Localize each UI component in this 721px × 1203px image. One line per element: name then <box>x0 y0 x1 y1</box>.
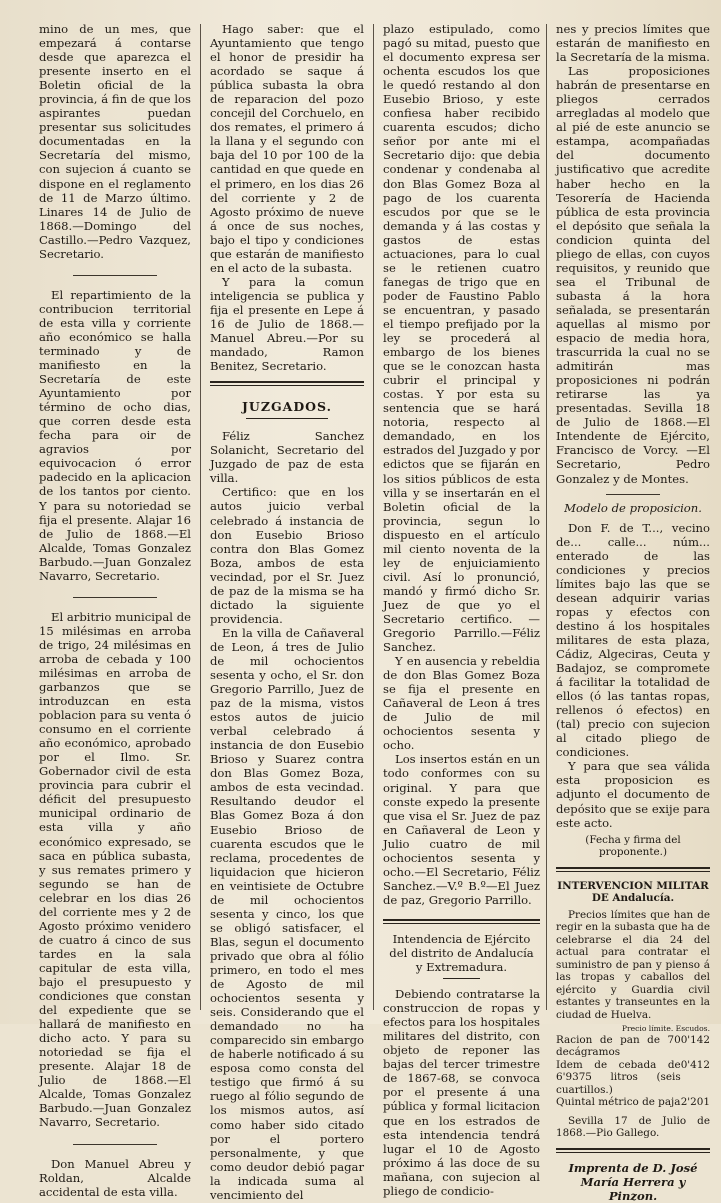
price-label: Racion de pan de 70 decágramos <box>556 1033 681 1059</box>
separator-rule <box>606 494 660 495</box>
heading-intendencia: Intendencia de Ejército del distrito de Andalucía y Extremadura. <box>389 931 534 975</box>
fecha-firma: (Fecha y firma del proponente.) <box>585 833 681 859</box>
price-value: 2'201 <box>680 1096 710 1109</box>
price-row <box>556 1096 710 1109</box>
imprint-line: Imprenta de D. José María Herrera y Pinzon. <box>568 1160 698 1203</box>
double-rule <box>556 1148 710 1153</box>
column-1 <box>39 22 191 1199</box>
notice-ausencia: Y en ausencia y rebeldia de don Blas Gomez Boza se fija el presente en Cañaveral de Leon á tres de Julio de mil ochocientos sesenta y ocho. <box>383 654 540 753</box>
price-label: Quintal métrico de paja <box>556 1096 681 1109</box>
price-row <box>556 1059 710 1097</box>
separator-rule <box>73 275 157 276</box>
notice-repartimiento: El repartimiento de la contribucion territorial de esta villa y corriente año económico se halla terminado y de manifiesto en la Secretaría de este Ayuntamiento por término de ocho dias, que corren desde esta fecha para oir de agravios por equivocacion ó error padecido en la aplicacion de los tantos por ciento. Y para su notoriedad se fija el presente. Alajar 16 de Julio de 1868.—El Alcalde, Tomas Gonzalez Barbudo.—Juan Gonzalez Navarro, Secretario. <box>39 287 191 583</box>
notice-plazo-continuation: plazo estipulado, como pagó su mitad, puesto que el documento expresa ser ochenta escudos los que le quedó restando al don Eusebio Brioso, y este confiesa haber recibido cuarenta escudos; dicho señor por ante mi el Secretario dijo: que debia condenar y condenaba al don Blas Gomez Boza al pago de los cuarenta escudos por que se le demanda y á las costas y gastos de estas actuaciones, para lo cual se le retienen cuatro fanegas de trigo que en poder de Faustino Pablo se encuentran, y pasado el tiempo prefijado por la ley se procederá al embargo de los bienes que se le conozcan hasta cubrir el principal y costas. Y por esta su sentencia que se hará notoria, respecto al demandado, en los estrados del Juzgado y por edictos que se fijarán en los sitios públicos de esta villa y se insertarán en el Boletin oficial de la provincia, segun lo dispuesto en el artículo mil ciento noventa de la ley de enjuiciamiento civil. Así lo pronunció, mandó y firmó dicho Sr. Juez de que yo el Secretario certifico. —Gregorio Parrillo.—Féliz Sanchez. <box>383 22 540 655</box>
column-rule <box>546 24 547 1010</box>
price-table <box>556 1034 710 1109</box>
column-rule <box>373 24 374 1010</box>
price-value: 0'412 <box>680 1058 710 1071</box>
notice-debiendo: Debiendo contratarse la construccion de ropas y efectos para los hospitales militares del distrito, con objeto de reponer las bajas del tercer trimestre de 1867-68, se convoca por el presente á una pública y formal licitacion que en los estrados de esta intendencia tendrá lugar el 10 de Agosto próximo á las doce de su mañana, con sujecion al pliego de condicio- <box>383 987 540 1198</box>
column-rule <box>200 24 201 1010</box>
notice-precios-limites: Precios límites que han de regir en la subasta que ha de celebrarse el dia 24 del actual para contratar el suministro de pan y pienso á las tropas y caballos del ejército y Guardia civil estantes y transeuntes en la ciudad de Huelva. <box>556 908 710 1021</box>
column-3 <box>383 22 540 1198</box>
price-label: Idem de cebada de 6'9375 litros (seis cuartillos.) <box>556 1058 681 1096</box>
double-rule <box>210 381 364 386</box>
notice-valida: Y para que sea válida esta proposicion es adjunto el documento de depósito que se exije para este acto. <box>556 759 710 830</box>
notice-sevilla-signature: Sevilla 17 de Julio de 1868.—Pio Gallego. <box>556 1114 710 1140</box>
heading-underline <box>246 418 328 419</box>
price-column-header: Precio límite. Escudos. <box>621 1024 710 1034</box>
notice-arbitrio: El arbitrio municipal de 15 milésimas en arroba de trigo, 24 milésimas en arroba de cebada y 100 milésimas en arroba de garbanzos que se introduzcan en esta poblacion para su venta ó consumo en el corriente año económico, aprobado por el Ilmo. Sr. Gobernador civil de esta provincia para cubrir el déficit del presupuesto municipal ordinario de esta villa y año económico expresado, se saca en pública subasta, y sus remates primero y segundo se han de celebrar en los dias 26 del corriente mes y 2 de Agosto próximo venidero de cuatro á cinco de sus tardes en la sala capitular de esta villa, bajo el presupuesto y condiciones que constan del expediente que se hallará de manifiesto en dicho acto. Y para su notoriedad se fija el presente. Alajar 18 de Julio de 1868.—El Alcalde, Tomas Gonzalez Barbudo.—Juan Gonzalez Navarro, Secretario. <box>39 609 191 1130</box>
column-4 <box>556 22 710 1203</box>
double-rule <box>383 919 540 924</box>
notice-canaveral-sentence: En la villa de Cañaveral de Leon, á tres de Julio de mil ochocientos sesenta y ocho, el Sr. don Gregorio Parrillo, Juez de paz de la misma, vistos estos autos de juicio verbal celebrado á instancia de don Eusebio Brioso y Suarez contra don Blas Gomez Boza, ambos de esta vecindad. Resultando deudor el Blas Gomez Boza á don Eusebio Brioso de cuarenta escudos que le reclama, procedentes de liquidacion que hicieron en veintisiete de Octubre de mil ochocientos sesenta y cinco, los que se obligó satisfacer, el Blas, segun el documento privado que obra al fólio primero, en todo el mes de Agosto de mil ochocientos sesenta y seis. Considerando que el demandado no ha comparecido sin embargo de haberle notificado á su esposa como consta del testigo que firmó á su ruego al fólio segundo de los mismos autos, así como haber sido citado por el portero personalmente, y que como deudor debió pagar la indicada suma al vencimiento del <box>210 625 364 1202</box>
notice-lepe-closing: Y para la comun inteligencia se publica y fija el presente en Lepe á 16 de Julio de 1868.—Manuel Abreu.—Por su mandado, Ramon Benitez, Secretario. <box>210 274 364 374</box>
separator-rule <box>73 597 157 598</box>
column-2 <box>210 22 364 1202</box>
notice-abreu-title: Don Manuel Abreu y Roldan, Alcalde accidental de esta villa. <box>39 1156 191 1199</box>
section-heading-juzgados: JUZGADOS. <box>242 399 332 415</box>
heading-underline <box>443 978 480 979</box>
price-row <box>556 1034 710 1059</box>
price-value: 0'142 <box>680 1033 710 1046</box>
notice-linares-continuation: mino de un mes, que empezará á contarse desde que aparezca el presente inserto en el Boletin oficial de la provincia, á fin de que los aspirantes puedan presentar sus solicitudes documentadas en la Secretaría del mismo, con sujecion á cuanto se dispone en el reglamento de 11 de Marzo último. Linares 14 de Julio de 1868.—Domingo del Castillo.—Pedro Vazquez, Secretario. <box>39 22 191 261</box>
notice-certifico: Certifico: que en los autos juicio verbal celebrado á instancia de don Eusebio Brioso contra don Blas Gomez Boza, ambos de esta vecindad, por el Sr. Juez de paz de la misma se ha dictado la siguiente providencia. <box>210 485 364 626</box>
double-rule <box>556 867 710 872</box>
heading-modelo: Modelo de proposicion. <box>564 500 702 515</box>
notice-hago-saber: Hago saber: que el Ayuntamiento que tengo el honor de presidir ha acordado se saque á pública subasta la obra de reparacion del pozo concejil del Corchuelo, en dos remates, el primero á la llana y el segundo con baja del 10 por 100 de la cantidad en que quede en el primero, en los dias 26 del corriente y 2 de Agosto próximo de nueve á once de sus noches, bajo el tipo y condiciones que estarán de manifiesto en el acto de la subasta. <box>210 22 364 275</box>
notice-precios-continuation: nes y precios límites que estarán de manifiesto en la Secretaría de la misma. <box>556 22 710 65</box>
notice-proposiciones: Las proposiciones habrán de presentarse en pliegos cerrados arregladas al modelo que al pié de este anuncio se estampa, acompañadas del documento justificativo que acredite haber hecho en la Tesorería de Hacienda pública de esta provincia el depósito que señala la condicion quinta del pliego de ellas, con cuyos requisitos, y reunido que sea el Tribunal de subasta á la hora señalada, se presentarán aquellas al mismo por espacio de media hora, trascurrida la cual no se admitirán mas proposiciones ni podrán retirarse las ya presentadas. Sevilla 18 de Julio de 1868.—El Intendente de Ejército, Francisco de Vorcy. —El Secretario, Pedro Gonzalez y de Montes. <box>556 64 710 486</box>
notice-insertos: Los insertos están en un todo conformes con su original. Y para que conste expedo la presente que visa el Sr. Juez de paz en Cañaveral de Leon y Julio cuatro de mil ochocientos sesenta y ocho.—El Secretario, Féliz Sanchez.—V.º B.º—El Juez de paz, Gregorio Parrillo. <box>383 752 540 907</box>
separator-rule <box>73 1144 157 1145</box>
notice-feliz-sanchez: Féliz Sanchez Solanicht, Secretario del Juzgado de paz de esta villa. <box>210 429 364 486</box>
heading-intervencion: INTERVENCION MILITAR DE Andalucía. <box>557 879 709 905</box>
notice-modelo-text: Don F. de T..., vecino de... calle... núm... enterado de las condiciones y precios límites bajo las que se desean adquirir varias ropas y efectos con destino á los hospitales militares de esta plaza, Cádiz, Algeciras, Ceuta y Badajoz, se compromete á facilitar la totalidad de ellos (ó las tantas ropas, rellenos ó efectos) en (tal) precio con sujecion al citado pliego de condiciones. <box>556 520 710 760</box>
